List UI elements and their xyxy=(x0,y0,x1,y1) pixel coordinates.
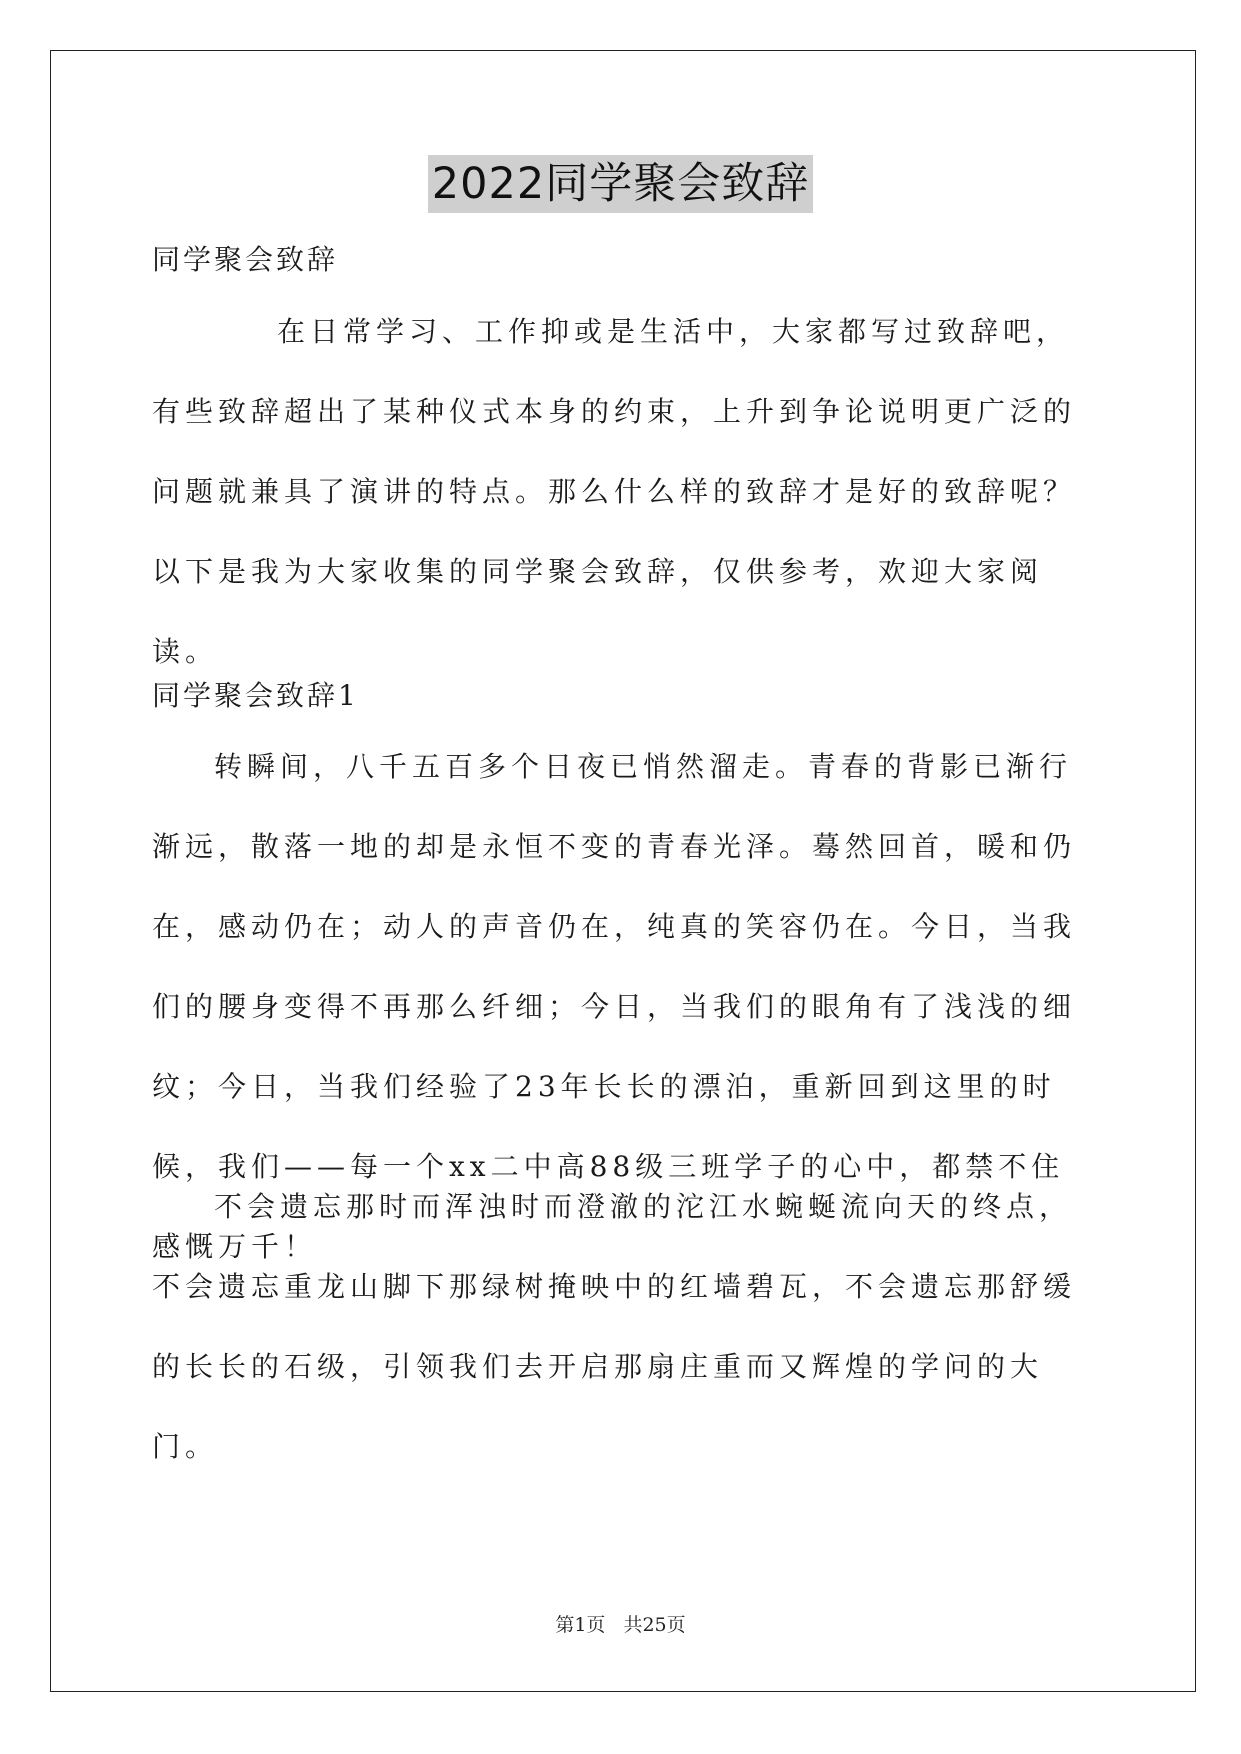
document-title: 2022同学聚会致辞 xyxy=(428,155,813,213)
page-footer xyxy=(0,1610,1241,1637)
body-paragraph-1: 转瞬间，八千五百多个日夜已悄然溜走。青春的背影已渐行渐远，散落一地的却是永恒不变的青春光泽。蓦然回首，暖和仍在，感动仍在；动人的声音仍在，纯真的笑容仍在。今日，当我们的腰身变得不再那么纤细；今日，当我们的眼角有了浅浅的细纹；今日，当我们经验了23年长长的漂泊，重新回到这里的时候，我们——每一个xx二中高88级三班学子的心中，都禁不住感慨万千！ xyxy=(152,750,1077,1263)
section-heading: 同学聚会致辞1 xyxy=(152,679,359,712)
title-container xyxy=(0,155,1241,213)
body-paragraph-2: 不会遗忘那时而浑浊时而澄澈的沱江水蜿蜒流向天的终点，不会遗忘重龙山脚下那绿树掩映中的红墙碧瓦，不会遗忘那舒缓的长长的石级，引领我们去开启那扇庄重而又辉煌的学问的大门。 xyxy=(152,1190,1077,1463)
intro-paragraph: 在日常学习、工作抑或是生活中，大家都写过致辞吧，有些致辞超出了某种仪式本身的约束，上升到争论说明更广泛的问题就兼具了演讲的特点。那么什么样的致辞才是好的致辞呢？以下是我为大家收集的同学聚会致辞，仅供参考，欢迎大家阅读。 xyxy=(152,315,1077,668)
subtitle: 同学聚会致辞 xyxy=(152,243,339,276)
page-total: 共25页 xyxy=(623,1614,686,1636)
page-number: 第1页 xyxy=(555,1614,606,1636)
